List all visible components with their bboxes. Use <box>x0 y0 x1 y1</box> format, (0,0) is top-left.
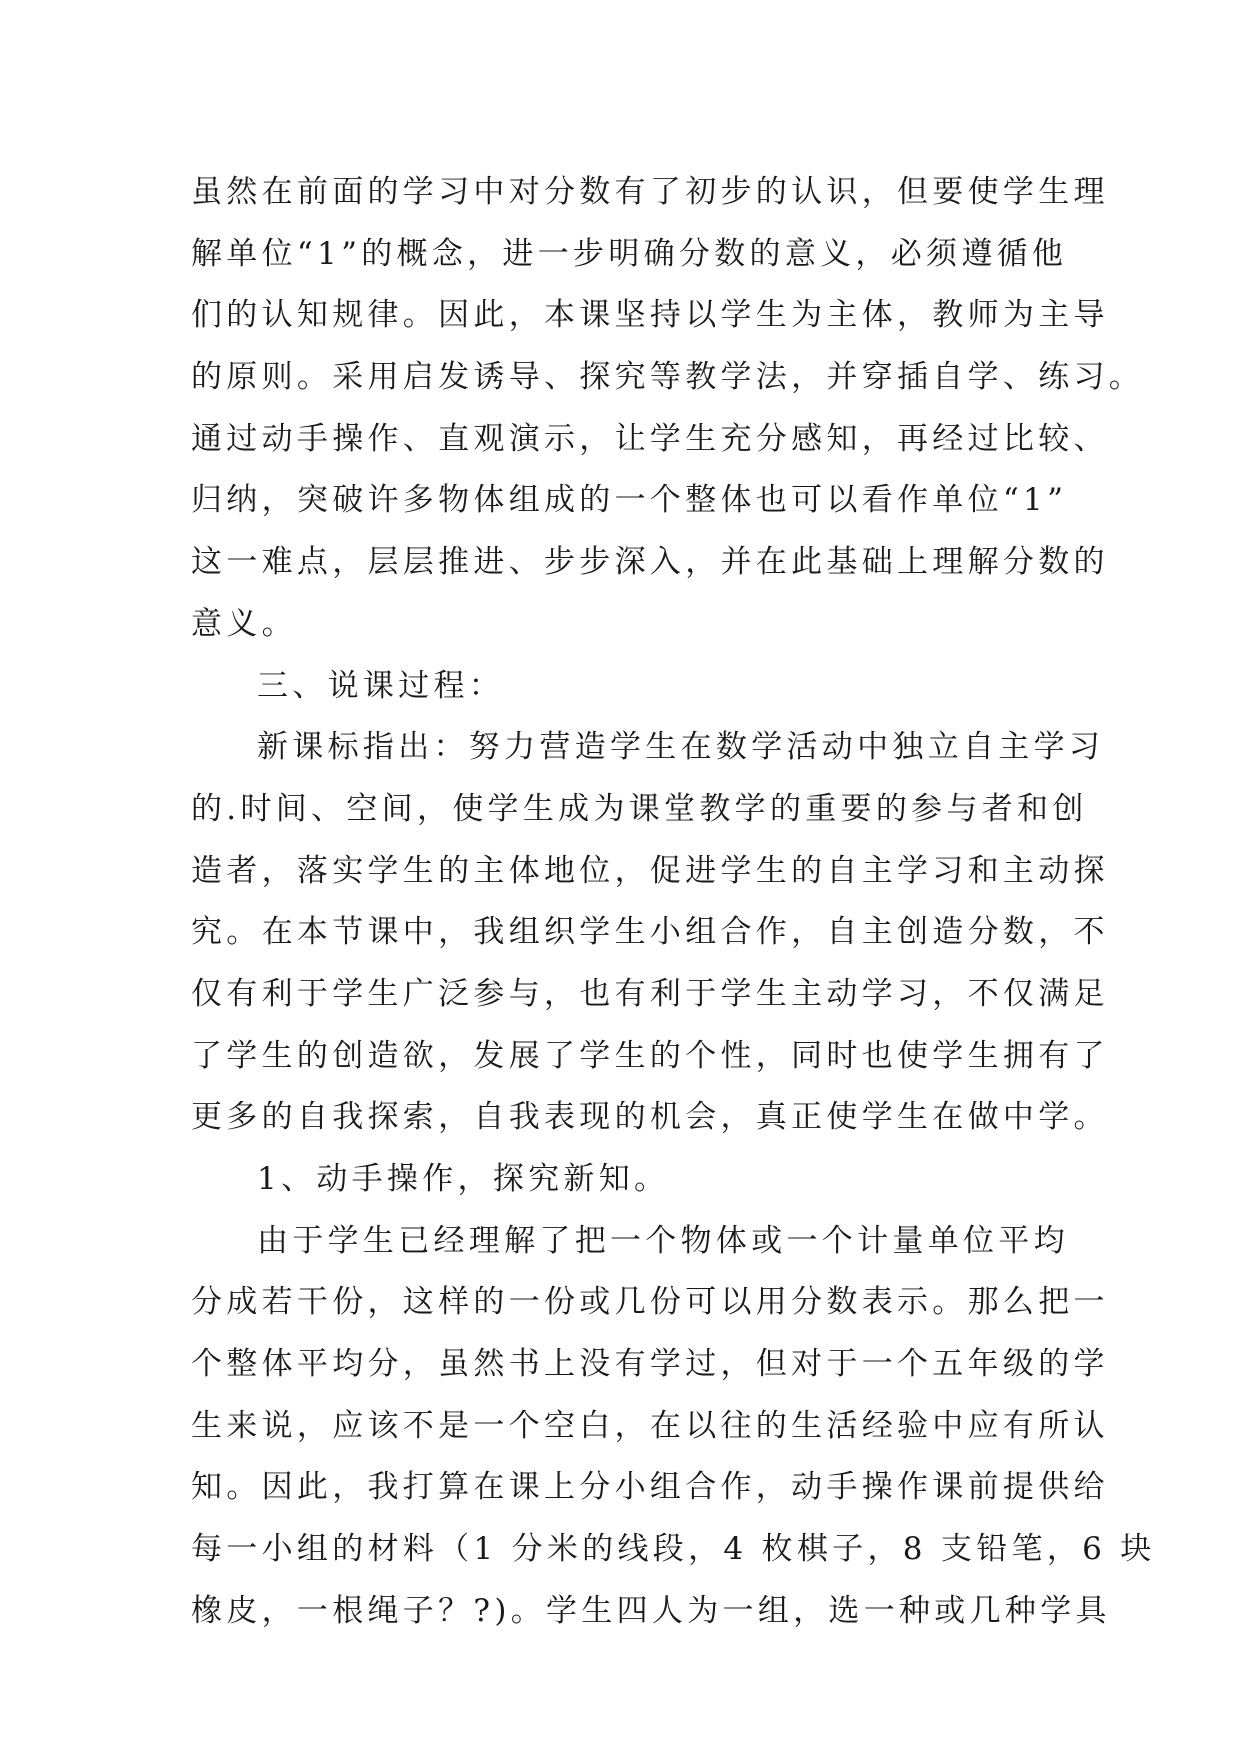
text-line: 知。因此，我打算在课上分小组合作，动手操作课前提供给 <box>191 1469 1109 1506</box>
text-line: 通过动手操作、直观演示，让学生充分感知，再经过比较、 <box>191 420 1109 457</box>
text-line: 分成若干份，这样的一份或几份可以用分数表示。那么把一 <box>191 1284 1109 1321</box>
text-line: 橡皮，一根绳子？?)。学生四人为一组，选一种或几种学具 <box>191 1592 1111 1629</box>
text-line: 究。在本节课中，我组织学生小组合作，自主创造分数，不 <box>191 914 1109 951</box>
text-line: 仅有利于学生广泛参与，也有利于学生主动学习，不仅满足 <box>191 975 1109 1012</box>
text-line: 的原则。采用启发诱导、探究等教学法，并穿插自学、练习。 <box>191 359 1145 396</box>
text-line: 的.时间、空间，使学生成为课堂教学的重要的参与者和创 <box>191 790 1088 827</box>
text-line: 三、说课过程： <box>257 667 505 704</box>
text-line: 解单位“1”的概念，进一步明确分数的意义，必须遵循他 <box>191 235 1068 272</box>
text-line: 1、动手操作，探究新知。 <box>257 1161 670 1197</box>
text-line: 这一难点，层层推进、步步深入，并在此基础上理解分数的 <box>191 544 1109 581</box>
text-line: 生来说，应该不是一个空白，在以往的生活经验中应有所认 <box>191 1407 1109 1444</box>
text-line: 造者，落实学生的主体地位，促进学生的自主学习和主动探 <box>191 852 1109 889</box>
text-line: 意义。 <box>191 605 297 642</box>
text-line: 归纳，突破许多物体组成的一个整体也可以看作单位“1” <box>191 482 1068 519</box>
text-line: 个整体平均分，虽然书上没有学过，但对于一个五年级的学 <box>191 1346 1109 1383</box>
text-line: 虽然在前面的学习中对分数有了初步的认识，但要使学生理 <box>191 174 1109 210</box>
text-line: 新课标指出：努力营造学生在数学活动中独立自主学习 <box>257 729 1105 766</box>
text-line: 了学生的创造欲，发展了学生的个性，同时也使学生拥有了 <box>191 1037 1109 1074</box>
text-line: 由于学生已经理解了把一个物体或一个计量单位平均 <box>257 1222 1069 1259</box>
text-line: 每一小组的材料（1 分米的线段，4 枚棋子，8 支铅笔，6 块 <box>191 1531 1156 1568</box>
text-line: 们的认知规律。因此，本课坚持以学生为主体，教师为主导 <box>191 297 1109 334</box>
document-body <box>191 162 1156 1643</box>
text-line: 更多的自我探索，自我表现的机会，真正使学生在做中学。 <box>191 1099 1109 1136</box>
